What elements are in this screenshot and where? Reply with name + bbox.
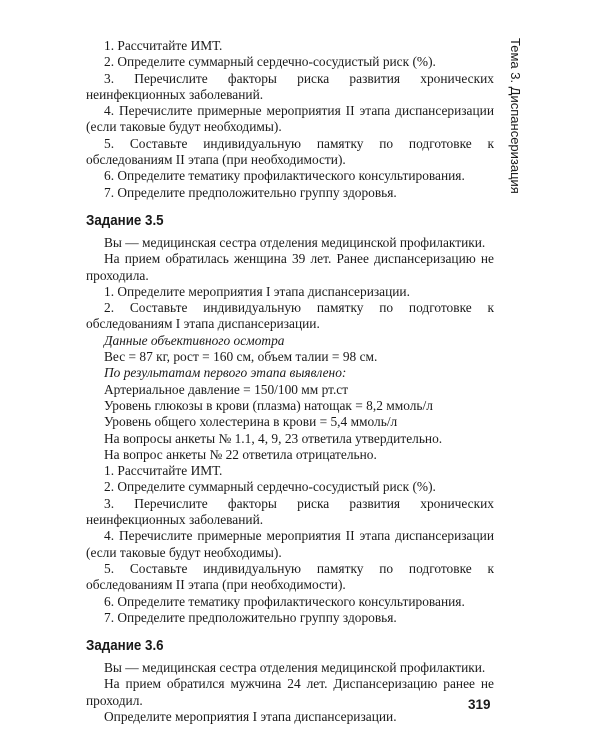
list-item: 6. Определите тематику профилактического консультирования. [104,593,465,609]
task-3-5-heading: Задание 3.5 [86,212,164,229]
list-item: 1. Рассчитайте ИМТ. [104,38,223,53]
list-item: 3. Перечислите факторы риска развития хронических неинфекционных заболеваний. [86,70,494,102]
paragraph: На прием обратилась женщина 39 лет. Ранее диспансеризацию не проходила. [86,251,494,283]
results-label: По результатам первого этапа выявлено: [104,365,347,381]
list-item: 6. Определите тематику профилактического консультирования. [104,168,465,184]
list-item: 3. Перечислите факторы риска развития хронических неинфекционных заболеваний. [86,495,494,528]
running-header [505,38,525,233]
list-item: 2. Составьте индивидуальную памятку по подготовке к обследованиям I этапа диспансеризации. [86,300,494,332]
page-number: 319 [468,697,491,712]
task-3-6-heading: Задание 3.6 [86,638,164,655]
paragraph: Вы — медицинская сестра отделения медицинской профилактики. [104,660,486,676]
running-header-text: Тема 3. Диспансеризация [508,38,523,194]
list-item: 2. Определите суммарный сердечно-сосудистый риск (%). [104,54,436,70]
list-item: 4. Перечислите примерные мероприятия II этапа диспансеризации (если таковые будут необходимы). [86,103,494,135]
paragraph: Вы — медицинская сестра отделения медицинской профилактики. [104,234,486,250]
paragraph: Определите мероприятия I этапа диспансеризации. [104,708,397,724]
list-item: 7. Определите предположительно группу здоровья. [104,184,397,200]
page-body [86,38,494,725]
exam-label: Данные объективного осмотра [104,332,285,348]
result-line: На вопросы анкеты № 1.1, 4, 9, 23 ответила утвердительно. [104,430,443,446]
result-line: Артериальное давление = 150/100 мм рт.ст [104,381,349,397]
list-item: 1. Определите мероприятия I этапа диспансеризации. [104,283,410,299]
list-item: 4. Перечислите примерные мероприятия II этапа диспансеризации (если таковые будут необходимы). [86,528,494,560]
list-item: 2. Определите суммарный сердечно-сосудистый риск (%). [104,479,436,495]
result-line: На вопрос анкеты № 22 ответила отрицательно. [104,446,377,462]
result-line: Уровень общего холестерина в крови = 5,4 ммоль/л [104,414,398,430]
list-item: 5. Составьте индивидуальную памятку по подготовке к обследованиям II этапа (при необходимости). [86,560,494,593]
list-item: 7. Определите предположительно группу здоровья. [104,609,397,625]
result-line: Уровень глюкозы в крови (плазма) натощак = 8,2 ммоль/л [104,397,433,413]
list-item: 5. Составьте индивидуальную памятку по подготовке к обследованиям II этапа (при необходимости). [86,135,494,168]
exam-values: Вес = 87 кг, рост = 160 см, объем талии = 98 см. [104,349,378,365]
list-item: 1. Рассчитайте ИМТ. [104,463,223,479]
paragraph: На прием обратился мужчина 24 лет. Диспансеризацию ранее не проходил. [86,676,494,708]
